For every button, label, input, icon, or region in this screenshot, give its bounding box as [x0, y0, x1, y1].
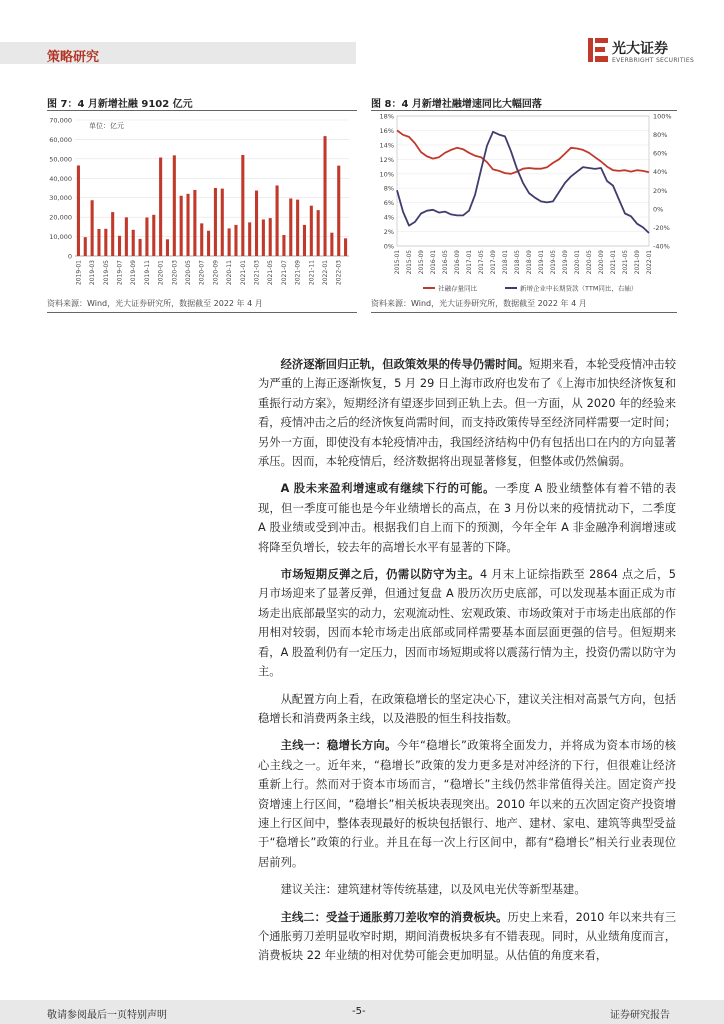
- figure8-right-tick: 80%: [653, 131, 668, 140]
- figure7-x-tick: 2020-09: [212, 260, 220, 286]
- figure8-x-tick: 2018-01: [503, 250, 509, 275]
- figure7-bar: [118, 236, 121, 256]
- figure8-line-chart: [371, 112, 677, 296]
- figure8-right-tick: 100%: [653, 112, 672, 121]
- figure8-right-tick: -40%: [653, 242, 670, 251]
- figure7-x-tick: 2021-05: [267, 260, 275, 286]
- figure8-left-tick: 0%: [383, 242, 394, 251]
- section-title: 策略研究: [47, 50, 100, 65]
- figure8-right-tick: 60%: [653, 149, 668, 158]
- figure7-bar: [91, 200, 94, 256]
- figure8-left-tick: 6%: [383, 199, 394, 208]
- figure7-x-tick: 2021-07: [280, 260, 288, 286]
- figure7-bar: [159, 157, 162, 256]
- figure7-y-tick: 10,000: [49, 233, 72, 242]
- figure7-source: 资料来源：Wind，光大证券研究所，数据截至 2022 年 4 月: [47, 299, 263, 308]
- figure8-x-tick: 2016-01: [431, 250, 437, 275]
- figure8-left-tick: 12%: [379, 155, 394, 164]
- figure7-bottom-rule: [47, 312, 357, 313]
- figure7-x-tick: 2019-11: [143, 260, 151, 286]
- figure7-y-tick: 50,000: [49, 155, 72, 164]
- figure8-x-tick: 2021-09: [635, 250, 641, 275]
- figure7-x-tick: 2021-03: [253, 260, 261, 286]
- figure8-x-tick: 2017-09: [491, 250, 497, 275]
- figure8-x-tick: 2016-09: [455, 250, 461, 275]
- figure7-bar: [228, 228, 231, 256]
- figure8-x-tick: 2018-05: [515, 250, 521, 275]
- paragraph-earnings-text: 一季度 A 股业绩整体有着不错的表现，但一季度可能也是今年业绩增长的高点，在 3 月份以来的疫情扰动下，二季度 A 股业绩或受到冲击。根据我们自上而下的预测，今年全年 A 非金融净利润增速或将降至负增长，较去年的高增长水平有显著的下降。: [258, 482, 676, 554]
- figure7-bar: [207, 231, 210, 256]
- paragraph-economy: [258, 355, 676, 471]
- figure7-x-tick: 2020-07: [198, 260, 206, 286]
- figure7-bar: [255, 191, 258, 256]
- figure7-unit-label: 单位：亿元: [89, 122, 124, 130]
- figure7-bar: [310, 206, 313, 256]
- figure7-bar: [276, 185, 279, 256]
- figure8-x-tick: 2021-01: [611, 250, 617, 275]
- figure8-x-tick: 2021-05: [623, 250, 629, 275]
- figure7-x-tick: 2020-01: [157, 260, 165, 286]
- figure7-y-tick: 60,000: [49, 135, 72, 144]
- figure7-bar: [84, 237, 87, 256]
- figure7-x-tick: 2021-09: [294, 260, 302, 286]
- figure7-bar: [145, 218, 148, 256]
- article-body: [258, 355, 676, 974]
- figure8-x-tick: 2019-01: [539, 250, 545, 275]
- paragraph-earnings-lead: A 股未来盈利增速或有继续下行的可能。: [280, 482, 495, 496]
- figure8-x-tick: 2022-01: [647, 250, 653, 275]
- figure7-y-tick: 30,000: [49, 194, 72, 203]
- figure8-source: 资料来源：Wind，光大证券研究所，数据截至 2022 年 4 月: [371, 299, 587, 308]
- figure8-top-rule: [371, 110, 677, 111]
- figure8-right-tick: -20%: [653, 223, 670, 232]
- figure7-bar: [337, 166, 340, 256]
- figure7-x-tick: 2020-03: [171, 260, 179, 286]
- figure7-bar: [248, 222, 251, 256]
- figure7-x-tick: 2019-07: [116, 260, 124, 286]
- figure7-x-tick: 2019-01: [75, 260, 83, 286]
- paragraph-economy-lead: 经济逐渐回归正轨，但政策效果的传导仍需时间。: [280, 358, 530, 371]
- paragraph-recommendation: 建议关注：建筑建材等传统基建，以及风电光伏等新型基建。: [280, 883, 586, 897]
- figure8-right-tick: 20%: [653, 186, 668, 195]
- figure8-left-tick: 14%: [379, 141, 394, 150]
- figure8-line-tsf-growth: [397, 130, 649, 173]
- figure8-left-tick: 10%: [379, 170, 394, 179]
- figure7-bar-chart: [47, 112, 357, 296]
- figure8-x-tick: 2020-01: [575, 250, 581, 275]
- figure7-bar: [111, 212, 114, 256]
- page-number: -5-: [352, 1006, 366, 1017]
- figure7-y-tick: 70,000: [49, 116, 72, 125]
- figure8-legend-label: 社融存量同比: [438, 284, 477, 293]
- everbright-logo-icon: [586, 36, 610, 64]
- figure7-x-tick: 2022-03: [335, 260, 343, 286]
- figure7-bar: [221, 189, 224, 256]
- paragraph-theme1: [258, 736, 676, 872]
- figure7-bar: [180, 196, 183, 256]
- figure8-left-tick: 8%: [383, 184, 394, 193]
- figure7-title: 图 7：4 月新增社融 9102 亿元: [47, 99, 193, 110]
- figure7-bar: [317, 210, 320, 256]
- figure8-legend-label: 新增企业中长期贷款（TTM同比，右轴）: [520, 284, 638, 293]
- figure7-bar: [186, 194, 189, 256]
- figure7-bar: [125, 217, 128, 256]
- figure7-bar: [132, 230, 135, 256]
- figure7-x-tick: 2019-05: [102, 260, 110, 286]
- figure8-x-tick: 2020-05: [587, 250, 593, 275]
- footer-report-type: 证券研究报告: [610, 1010, 670, 1021]
- figure7-y-tick: 40,000: [49, 174, 72, 183]
- paragraph-allocation: 从配置方向上看，在政策稳增长的坚定决心下，建议关注相对高景气方向，包括稳增长和消费两条主线，以及港股的恒生科技指数。: [258, 692, 676, 725]
- figure8-x-tick: 2020-09: [599, 250, 605, 275]
- figure7-bar: [77, 165, 80, 256]
- paragraph-theme2-lead: 主线二：受益于通胀剪刀差收窄的消费板块。: [280, 910, 508, 924]
- figure8-left-tick: 16%: [379, 126, 394, 135]
- figure8-line-corporate-loans: [397, 132, 649, 233]
- figure8-left-tick: 2%: [383, 228, 394, 237]
- figure7-x-tick: 2021-01: [239, 260, 247, 286]
- figure7-bar: [173, 155, 176, 256]
- figure8-x-tick: 2019-09: [563, 250, 569, 275]
- figure7-bar: [323, 136, 326, 256]
- figure8-x-tick: 2015-09: [419, 250, 425, 275]
- figure8-bottom-rule: [371, 312, 677, 313]
- figure8-right-tick: 40%: [653, 168, 668, 177]
- figure7-bar: [193, 190, 196, 256]
- figure7-bar: [139, 239, 142, 256]
- figure8-x-tick: 2016-05: [443, 250, 449, 275]
- figure7-x-tick: 2021-11: [308, 260, 316, 286]
- paragraph-theme1-lead: 主线一：稳增长方向。: [280, 739, 397, 753]
- figure7-y-tick: 20,000: [49, 213, 72, 222]
- figure7-bar: [200, 223, 203, 256]
- paragraph-market-text: 4 月末上证综指跌至 2864 点之后，5 月市场迎来了显著反弹，但通过复盘 A 股历次历史底部，可以发现基本面正成为市场走出底部最坚实的动力，宏观流动性、宏观政策、市场政策对于市场走出底部的作用相对较弱，因而本轮市场走出底部或同样需要基本面层面更强的信号。但短期来看，A 股盈利仍有一定压力，因而市场短期或将以震荡行情为主，投资仍需以防守为主。: [258, 568, 677, 679]
- figure7-bar: [282, 235, 285, 256]
- figure8-right-tick: 0%: [653, 205, 664, 214]
- figure7-bar: [289, 198, 292, 256]
- figure7-bar: [214, 188, 217, 256]
- figure7-bar: [234, 225, 237, 256]
- figure7-x-tick: 2022-01: [322, 260, 330, 286]
- page-footer: [0, 1000, 724, 1024]
- paragraph-economy-text: 短期来看，本轮受疫情冲击较为严重的上海正逐渐恢复，5 月 29 日上海市政府也发布了《上海市加快经济恢复和重振行动方案》，短期经济有望逐步回到正轨上去。但一方面，从 2020 年的经验来看，疫情冲击之后的经济恢复尚需时间，而支持政策传导至经济同样需要一定时间；另外一方面，即使没有本轮疫情冲击，我国经济结构中仍有包括出口在内的方向显著承压。因而，本轮疫情后，经济数据将出现显著修复，但整体或仍然偏弱。: [258, 358, 677, 469]
- figure7-y-tick: 0: [67, 252, 72, 261]
- paragraph-theme1-text: 今年“稳增长”政策将全面发力，并将成为资本市场的核心主线之一。近年来，“稳增长”政策的发力更多是对冲经济的下行，但很难让经济重新上行。然而对于资本市场而言，“稳增长”主线仍然非常值得关注。固定资产投资增速上行区间，“稳增长”相关板块表现突出。2010 年以来的五次固定资产投资增速上行区间中，整体表现最好的板块包括银行、地产、建材、家电、建筑等典型受益于“稳增长”政策的行业。并且在每一次上行区间中，都有“稳增长”相关行业表现位居前列。: [258, 739, 676, 869]
- figure7-top-rule: [47, 110, 357, 111]
- figure8-x-tick: 2017-05: [479, 250, 485, 275]
- figure7-bar: [241, 155, 244, 256]
- paragraph-earnings: [258, 479, 676, 557]
- figure7-bar: [330, 233, 333, 256]
- logo-text: 光大证券: [612, 41, 668, 57]
- figure8-title: 图 8：4 月新增社融增速同比大幅回落: [371, 99, 542, 110]
- figure7-bar: [97, 229, 100, 256]
- logo-subtext: EVERBRIGHT SECURITIES: [612, 57, 695, 64]
- figure7-bar: [262, 219, 265, 256]
- paragraph-theme2: [258, 908, 676, 966]
- paragraph-theme2-text: 历史上来看，2010 年以来共有三个通胀剪刀差明显收窄时期，期间消费板块多有不错表现。同时，从业绩角度而言，消费板块 22 年业绩的相对优势可能会更加明显。从估值的角度来看，: [258, 910, 677, 963]
- figure7-bar: [104, 229, 107, 256]
- figure7-bar: [166, 239, 169, 256]
- figure7-x-tick: 2020-05: [185, 260, 193, 286]
- paragraph-market: [258, 565, 676, 681]
- figure7-bar: [152, 215, 155, 256]
- figure7-bar: [303, 225, 306, 256]
- figure7-bar: [296, 200, 299, 256]
- figure8-x-tick: 2017-01: [467, 250, 473, 275]
- paragraph-market-lead: 市场短期反弹之后，仍需以防守为主。: [280, 568, 481, 582]
- figure7-bar: [269, 218, 272, 256]
- figure8-x-tick: 2019-05: [551, 250, 557, 275]
- figure7-x-tick: 2020-11: [226, 260, 234, 286]
- figure8-x-tick: 2015-05: [407, 250, 413, 275]
- figure8-left-tick: 18%: [379, 112, 394, 121]
- figure7-x-tick: 2019-09: [130, 260, 138, 286]
- figure8-x-tick: 2015-01: [395, 250, 401, 275]
- figure7-bar: [344, 238, 347, 256]
- figure8-x-tick: 2018-09: [527, 250, 533, 275]
- figure7-x-tick: 2019-03: [89, 260, 97, 286]
- footer-disclaimer: 敬请参阅最后一页特别声明: [47, 1010, 167, 1021]
- figure8-left-tick: 4%: [383, 213, 394, 222]
